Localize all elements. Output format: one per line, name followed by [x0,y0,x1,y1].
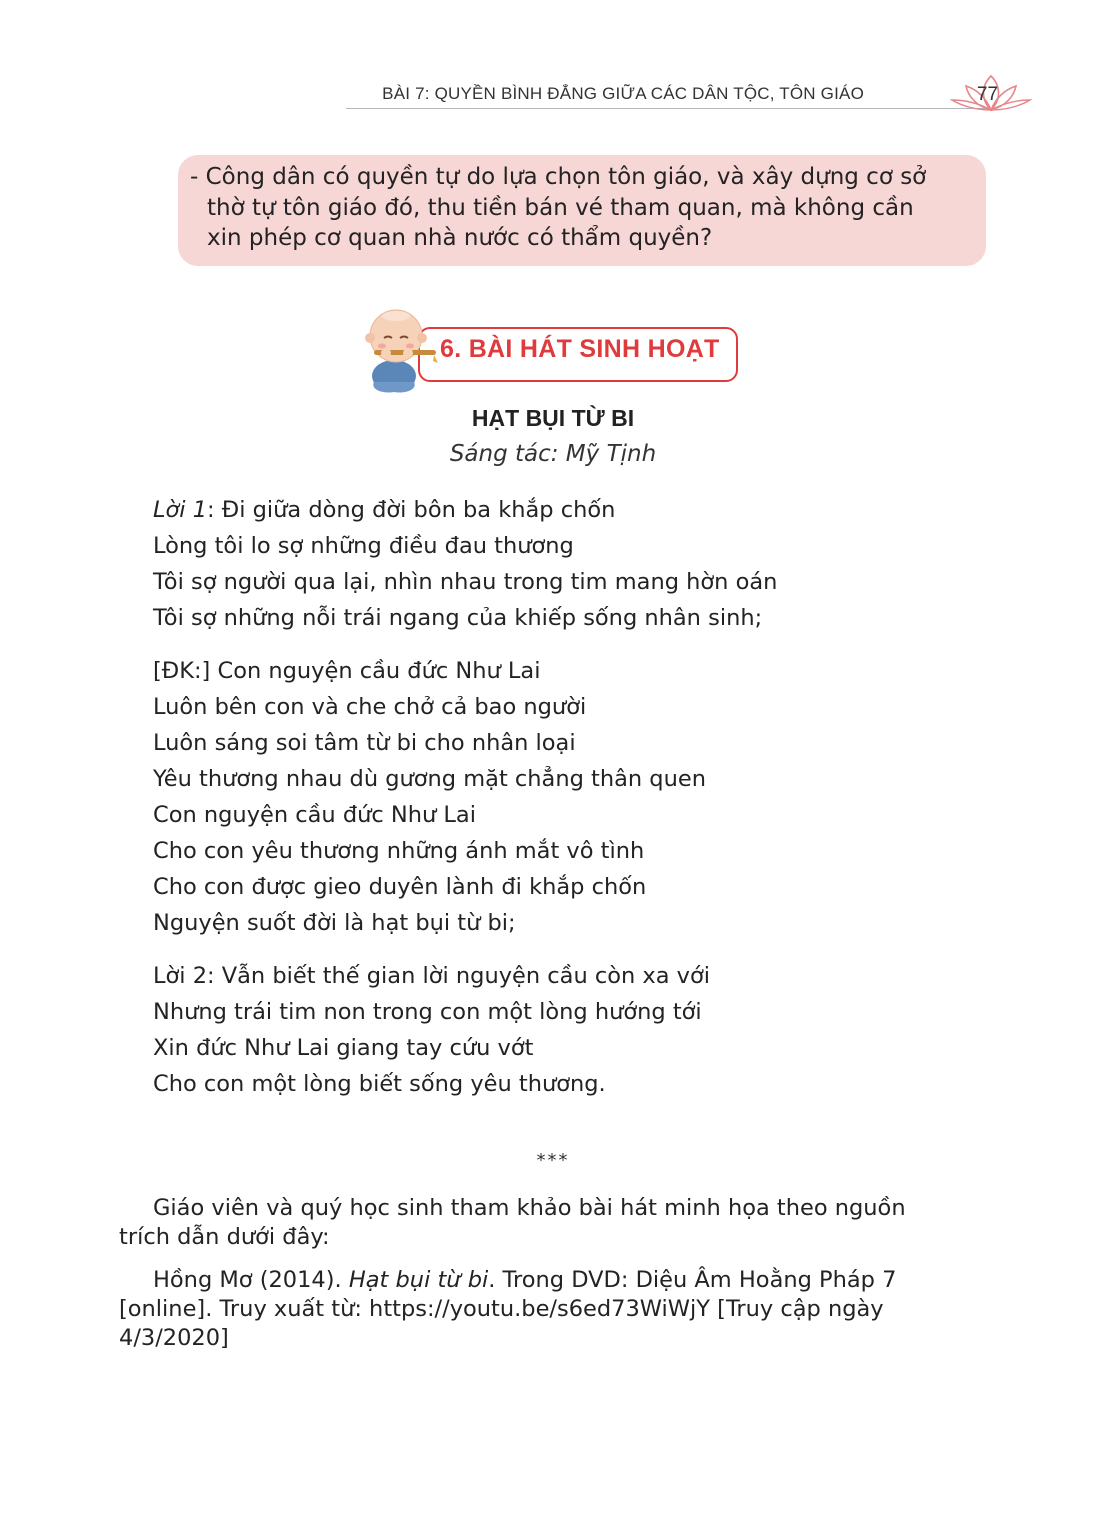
question-text [190,162,980,254]
lyric-line: Con nguyện cầu đức Như Lai [153,802,476,828]
question-line: xin phép cơ quan nhà nước có thẩm quyền? [207,225,713,251]
lyric-line: Xin đức Như Lai giang tay cứu vớt [153,1035,534,1061]
reference-citation: Hồng Mơ (2014). Hạt bụi từ bi. Trong DVD: Diệu Âm Hoằng Pháp 7 [online]. Truy xuất từ: https://youtu.be/s6ed73WiWjY [Truy cập ngày 4/3/2020] [119,1266,986,1353]
lyric-line: Luôn bên con và che chở cả bao người [153,694,587,720]
lyric-line: Luôn sáng soi tâm từ bi cho nhân loại [153,730,576,756]
lyric-line: Cho con được gieo duyên lành đi khắp chốn [153,874,647,900]
lyric-line: Tôi sợ người qua lại, nhìn nhau trong tim mang hờn oán [153,569,778,595]
page-header [336,78,1036,118]
song-composer: Sáng tác: Mỹ Tịnh [449,441,657,467]
citation-url-line: [online]. Truy xuất từ: https://youtu.be/s6ed73WiWjY [Truy cập ngày [119,1296,884,1322]
separator: *** [536,1150,570,1171]
citation-title: Hạt bụi từ bi [348,1267,489,1293]
lyric-line: Lời 2: Vẫn biết thế gian lời nguyện cầu còn xa với [153,963,711,989]
verse-label: Lời 1 [153,497,208,523]
question-line: thờ tự tôn giáo đó, thu tiền bán vé tham quan, mà không cần [207,194,914,221]
chorus [153,653,1013,941]
question-line: - Công dân có quyền tự do lựa chọn tôn giáo, và xây dựng cơ sở [190,164,927,190]
lyric-line: Lời 1: Đi giữa dòng đời bôn ba khắp chốn [153,497,616,523]
verse-1 [153,492,1013,636]
lyric-line: Nhưng trái tim non trong con một lòng hướng tới [153,999,702,1025]
lyric-line: Yêu thương nhau dù gương mặt chẳng thân quen [153,766,706,792]
lyric-line: Cho con một lòng biết sống yêu thương. [153,1071,606,1097]
lyric-line: [ĐK:] Con nguyện cầu đức Như Lai [153,658,541,684]
lyric-line: Cho con yêu thương những ánh mắt vô tình [153,838,645,864]
monk-flute-icon [360,306,444,394]
reference-intro: Giáo viên và quý học sinh tham khảo bài hát minh họa theo nguồn trích dẫn dưới đây: [119,1195,906,1250]
header-rule [346,108,996,109]
chapter-title: BÀI 7: QUYỀN BÌNH ĐẲNG GIỮA CÁC DÂN TỘC, TÔN GIÁO [382,84,864,103]
song-title: HẠT BỤI TỪ BI [471,405,635,431]
lyric-line: Nguyện suốt đời là hạt bụi từ bi; [153,910,516,936]
verse-2 [153,958,1013,1102]
section-badge-label: 6. BÀI HÁT SINH HOẠT [440,335,720,363]
lyric-line: Tôi sợ những nỗi trái ngang của khiếp sống nhân sinh; [153,605,763,631]
page-number: 77 [976,84,998,105]
lyric-line: Lòng tôi lo sợ những điều đau thương [153,533,574,559]
